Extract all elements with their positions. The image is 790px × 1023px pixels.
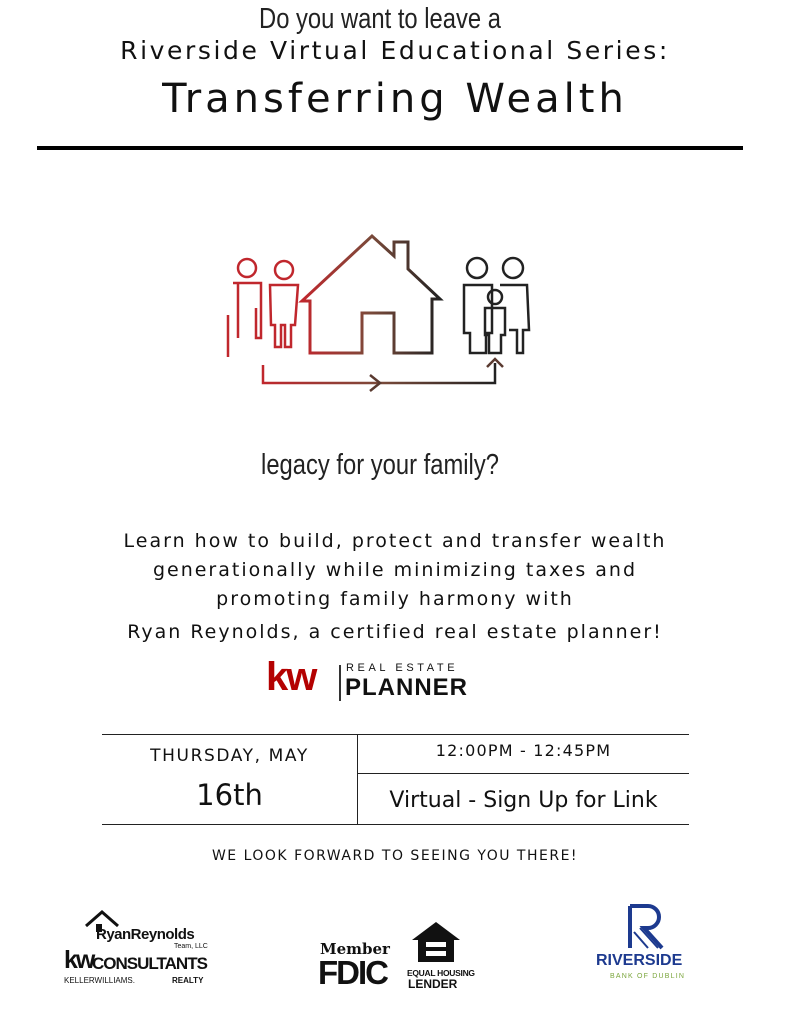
kw-small-right: REALTY [172, 976, 204, 985]
event-table-top-border [102, 734, 689, 735]
ryan-team-suffix: Team, LLC [174, 943, 208, 950]
body-line-1: Learn how to build, protect and transfer wealth [123, 530, 667, 552]
main-title: Transferring Wealth [162, 76, 628, 122]
closing-message: WE LOOK FORWARD TO SEEING YOU THERE! [211, 848, 579, 864]
kw-small-left: KELLERWILLIAMS. [64, 976, 135, 985]
kw-logo-tagline: REAL ESTATE [346, 662, 459, 674]
event-location: Virtual - Sign Up for Link [389, 788, 658, 813]
kw-logo-name: PLANNER [345, 674, 469, 701]
kw-mark: kw [266, 655, 316, 699]
equal-housing-lender-label: LENDER [408, 977, 458, 991]
event-table-middle-border [358, 773, 689, 774]
event-table-bottom-border [102, 824, 689, 825]
equal-housing-icon [408, 918, 464, 966]
body-line-3: promoting family harmony with [216, 588, 574, 610]
series-title: Riverside Virtual Educational Series: [120, 36, 670, 65]
event-date: 16th [196, 778, 263, 812]
question-line-1: Do you want to leave a [259, 3, 501, 35]
house-icon [302, 236, 440, 353]
fdic-member-label: Member [320, 940, 390, 958]
kw-consultants-name: CONSULTANTS [92, 954, 207, 973]
family-icon [464, 258, 529, 353]
kw-real-estate-planner-logo [266, 655, 506, 703]
transfer-arrow [263, 363, 495, 383]
question-line-2: legacy for your family? [261, 449, 499, 481]
event-day: THURSDAY, MAY [150, 746, 309, 766]
ryan-team-name: RyanReynolds [96, 926, 195, 943]
grandparents-icon [228, 259, 298, 357]
fdic-equal-housing-logos [318, 918, 478, 998]
arrowheads [370, 359, 503, 391]
body-line-4: Ryan Reynolds, a certified real estate planner! [127, 621, 663, 643]
riverside-name: RIVERSIDE [596, 952, 683, 969]
kw-logo-divider [339, 665, 341, 701]
kw-consultants-mark: kw [64, 946, 94, 974]
body-line-2: generationally while minimizing taxes and [152, 559, 638, 581]
equal-housing-label: EQUAL HOUSING [407, 968, 475, 978]
ryan-reynolds-kw-consultants-logo [62, 910, 212, 990]
riverside-bank-logo [590, 904, 710, 984]
title-divider [37, 146, 743, 150]
fdic-label: FDIC [318, 954, 387, 991]
riverside-r-icon [626, 904, 670, 950]
event-time: 12:00PM - 12:45PM [435, 741, 612, 760]
riverside-subtitle: BANK OF DUBLIN [610, 973, 686, 980]
